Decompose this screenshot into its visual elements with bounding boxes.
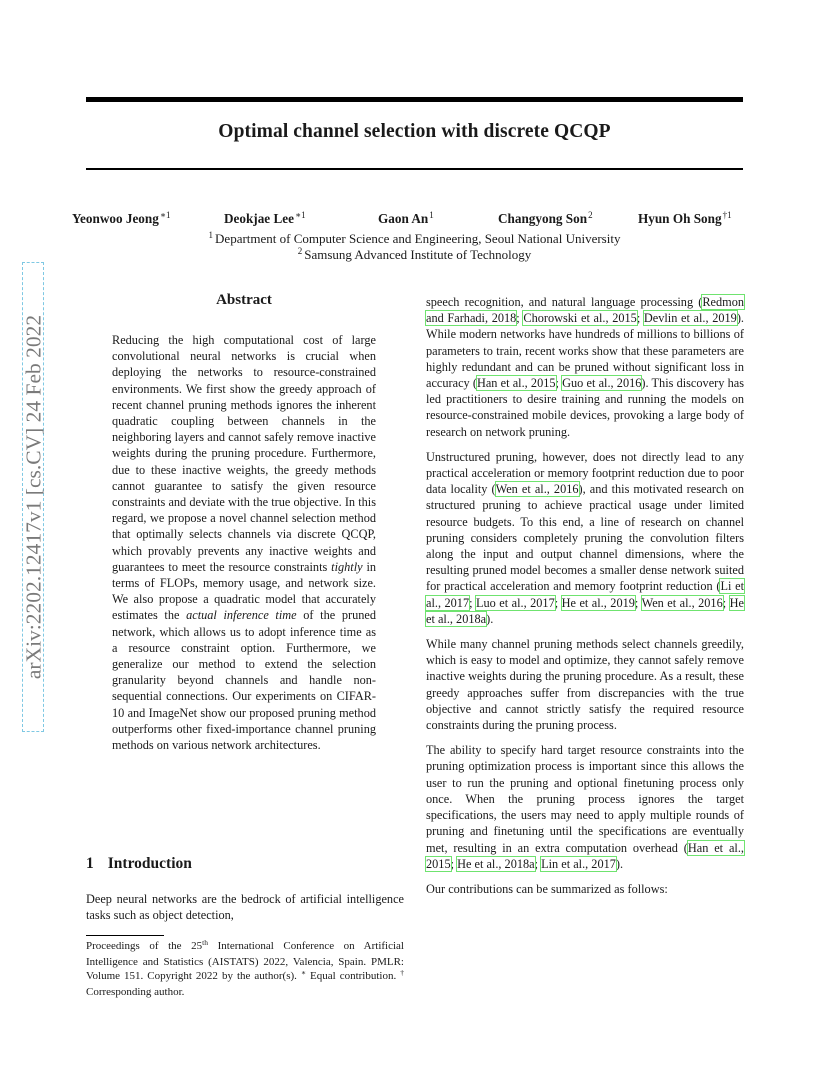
author-list [0,211,828,231]
body-paragraph: While many channel pruning methods select channels greedily, which is easy to model and optimize, they cannot safely remove inactive weights during the pruning procedure. As a result, these greedy approaches suffer from discrepancies with the true objective and cannot strictly satisfy the required resource constraints during the pruning process. [426,637,744,733]
body-paragraph: Unstructured pruning, however, does not directly lead to any practical acceleration or memory footprint reduction due to poor data locality (Wen et al., 2016), and this motivated research on structured pruning to achieve practical usage under limited resource budgets. To this end, a line of research on channel pruning considers completely pruning the convolution filters along the input and output channel dimensions, where the resulting pruned model becomes a smaller dense network suited for practical acceleration and memory footprint reduction (Li et al., 2017; Luo et al., 2017; He et al., 2019; Wen et al., 2016; He et al., 2018a). [426,449,744,626]
citation-link[interactable]: Chorowski et al., 2015 [523,311,637,326]
body-paragraph: speech recognition, and natural language processing (Redmon and Farhadi, 2018; Chorowski et al., 2015; Devlin et al., 2019). While modern networks have hundreds of millions to billions of parameters to train, recent works show that these parameters are highly redundant and can be pruned without significant loss in accuracy (Han et al., 2015; Guo et al., 2016). This discovery has led practitioners to desire training and running the models on resource-constrained mobile devices, provoking a large body of research on network pruning. [426,295,744,439]
citation-link[interactable]: Guo et al., 2016 [562,376,642,391]
footnote-rule [86,935,164,936]
title-rule-top [86,97,743,102]
footnote: Proceedings of the 25th International Conference on Artificial Intelligence and Statistics (AISTATS) 2022, Valencia, Spain. PMLR: Volume 151. Copyright 2022 by the author(s). ∗ Equal contribution. † Corresponding author. [86,938,404,998]
section-heading-introduction: 1 Introduction [86,855,192,872]
abstract-heading: Abstract [216,292,272,308]
citation-link[interactable]: Lin et al., 2017 [541,856,616,871]
citation-link[interactable]: Han et al., 2015 [426,840,744,871]
title-rule-bottom [86,168,743,170]
body-paragraph: Our contributions can be summarized as follows: [426,881,668,896]
citation-link[interactable]: Devlin et al., 2019 [643,311,737,326]
citation-link[interactable]: Li et al., 2017 [426,579,744,610]
paper-title: Optimal channel selection with discrete QCQP [218,121,611,142]
affiliation: $^1$ Department of Computer Science and Engineering, Seoul National University [208,230,621,246]
citation-link[interactable]: Wen et al., 2016 [641,595,723,610]
citation-link[interactable]: He et al., 2018a [457,856,535,871]
body-paragraph: The ability to specify hard target resource constraints into the pruning optimization process is important since this allows the user to run the pruning and optional finetuning process only once. When the pruning process ignores the target specifications, the users may need to apply multiple rounds of pruning and finetuning until the specifications are eventually met, resulting in an extra computation overhead (Han et al., 2015; He et al., 2018a; Lin et al., 2017). [426,743,744,871]
right-column [426,294,744,906]
citation-link[interactable]: He et al., 2019 [561,595,635,610]
author: Deokjae Lee$^{∗1}$ [224,210,306,226]
citation-link[interactable]: Wen et al., 2016 [495,482,579,497]
author: Hyun Oh Song$^{\dagger 1}$ [638,210,732,226]
citation-link[interactable]: Han et al., 2015 [476,376,556,391]
introduction-paragraph: Deep neural networks are the bedrock of artificial intelligence tasks such as object detection, [86,892,404,923]
abstract-body: Reducing the high computational cost of large convolutional neural networks is crucial when deploying the networks to resource-constrained environments. We first show the greedy approach of recent channel pruning methods ignores the inherent quadratic coupling between channels in the neighboring layers and cannot safely remove inactive weights during the pruning procedure. Furthermore, due to these inactive weights, the greedy methods cannot guarantee to satisfy the given resource constraints and deviate with the true objective. In this regard, we propose a novel channel selection method that optimally selects channels via discrete QCQP, which provably prevents any inactive weights and guarantees to meet the resource constraints tightly in terms of FLOPs, memory usage, and network size. We also propose a quadratic model that accurately estimates the actual inference time of the pruned network, which allows us to adopt inference time as a resource constraint option. Furthermore, we generalize our method to extend the selection granularity beyond channels and handle non-sequential connections. Our experiments on CIFAR-10 and ImageNet show our proposed pruning method outperforms other fixed-importance channel pruning methods on various network architectures. [112,333,377,753]
citation-link[interactable]: He et al., 2018a [426,595,744,626]
author: Yeonwoo Jeong$^{∗1}$ [72,210,171,226]
author: Changyong Son$^2$ [498,210,593,226]
author: Gaon An$^1$ [378,210,434,226]
citation-link[interactable]: Luo et al., 2017 [476,595,555,610]
affiliation: $^2$ Samsung Advanced Institute of Technology [297,246,532,262]
citation-link[interactable]: Redmon and Farhadi, 2018 [426,295,744,326]
arxiv-stamp-text: arXiv:2202.12417v1 [cs.CV] 24 Feb 2022 [21,314,46,680]
